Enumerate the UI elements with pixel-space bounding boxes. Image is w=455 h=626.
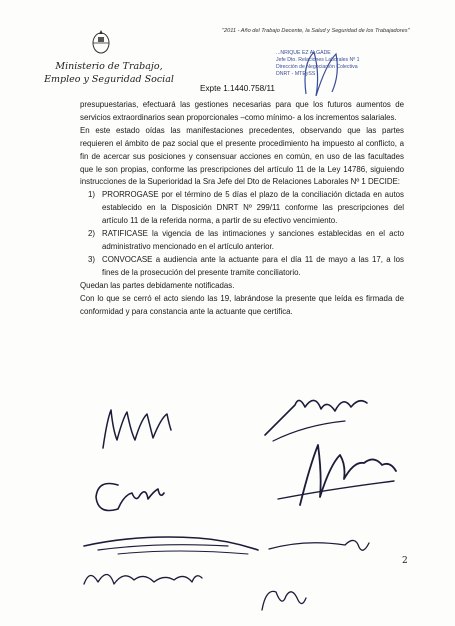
item-number: 1) <box>88 190 96 200</box>
signature-6 <box>265 525 375 560</box>
ministry-line-1: Ministerio de Trabajo, <box>55 61 163 72</box>
signature-3 <box>270 435 400 510</box>
year-motto: "2011 - Año del Trabajo Decente, la Salud y Seguridad de los Trabajadores" <box>222 28 410 34</box>
item-number: 2) <box>88 229 96 239</box>
stamp-line-1: ...NRIQUE EZ ALGADE <box>276 50 331 56</box>
page-number: 2 <box>402 556 408 566</box>
list-item <box>80 189 404 228</box>
ministry-heading <box>34 60 184 86</box>
item-number: 3) <box>88 254 96 264</box>
item-text: CONVOCASE a audiencia ante la actuante para el día 11 de mayo a las 17, a los fines de la prosecución del presente tramite conciliatorio. <box>102 254 404 277</box>
stamp-line-3: Dirección de Negociación Colectiva <box>276 64 358 70</box>
stamp-line-4: DNRT - MTEySS <box>276 71 316 77</box>
signature-8 <box>252 578 312 618</box>
document-body <box>80 99 404 318</box>
signature-7 <box>78 558 208 593</box>
signature-5 <box>78 520 268 560</box>
stamp-line-2: Jefe Dto. Relaciones Laborales Nº 1 <box>276 57 360 63</box>
paragraph-1: presupuestarias, efectuará las gestiones necesarias para que los futuros aumentos de servicios extraordinarios sean proporcionales –como mínimo- a los incrementos salariales. <box>80 100 404 122</box>
signature-1 <box>95 400 195 455</box>
paragraph-3: Quedan las partes debidamente notificadas. <box>80 280 235 290</box>
list-item <box>80 254 404 280</box>
paragraph-2: En este estado oídas las manifestaciones precedentes, observando que las partes requieren el ámbito de paz social que el presente procedimiento ha impuesto al conflicto, a fin de acercar sus posiciones y consensuar acciones en común, en uso de las facultades que le son propias, conforme las prescripciones del artículo 11 de la Ley 14786, siguiendo instrucciones de la Superioridad la Sra Jefe del Dto de Relaciones Laborales Nº 1 DECIDE: <box>80 125 404 187</box>
stamp-signature <box>296 44 366 104</box>
list-item <box>80 228 404 254</box>
decision-list <box>80 189 404 279</box>
national-crest-icon <box>90 28 112 56</box>
item-text: RATIFICASE la vigencia de las intimaciones y sanciones establecidas en el acto administrativo mencionado en el artículo anterior. <box>102 229 404 251</box>
ministry-line-2: Empleo y Seguridad Social <box>44 74 174 85</box>
paragraph-4: Con lo que se cerró el acto siendo las 19, labrándose la presente que leída es firmada de conformidad y para constancia ante la actuante que certifica. <box>80 293 404 316</box>
signature-4 <box>88 465 188 520</box>
item-text: PRORROGASE por el término de 5 días el plazo de la conciliación dictada en autos establecido en la Disposición DNRT Nº 299/11 conforme las prescripciones del artículo 11 de la referida norma, a partir de su efectivo vencimiento. <box>102 190 404 226</box>
expediente-number: Expte 1.1440.758/11 <box>200 84 275 93</box>
